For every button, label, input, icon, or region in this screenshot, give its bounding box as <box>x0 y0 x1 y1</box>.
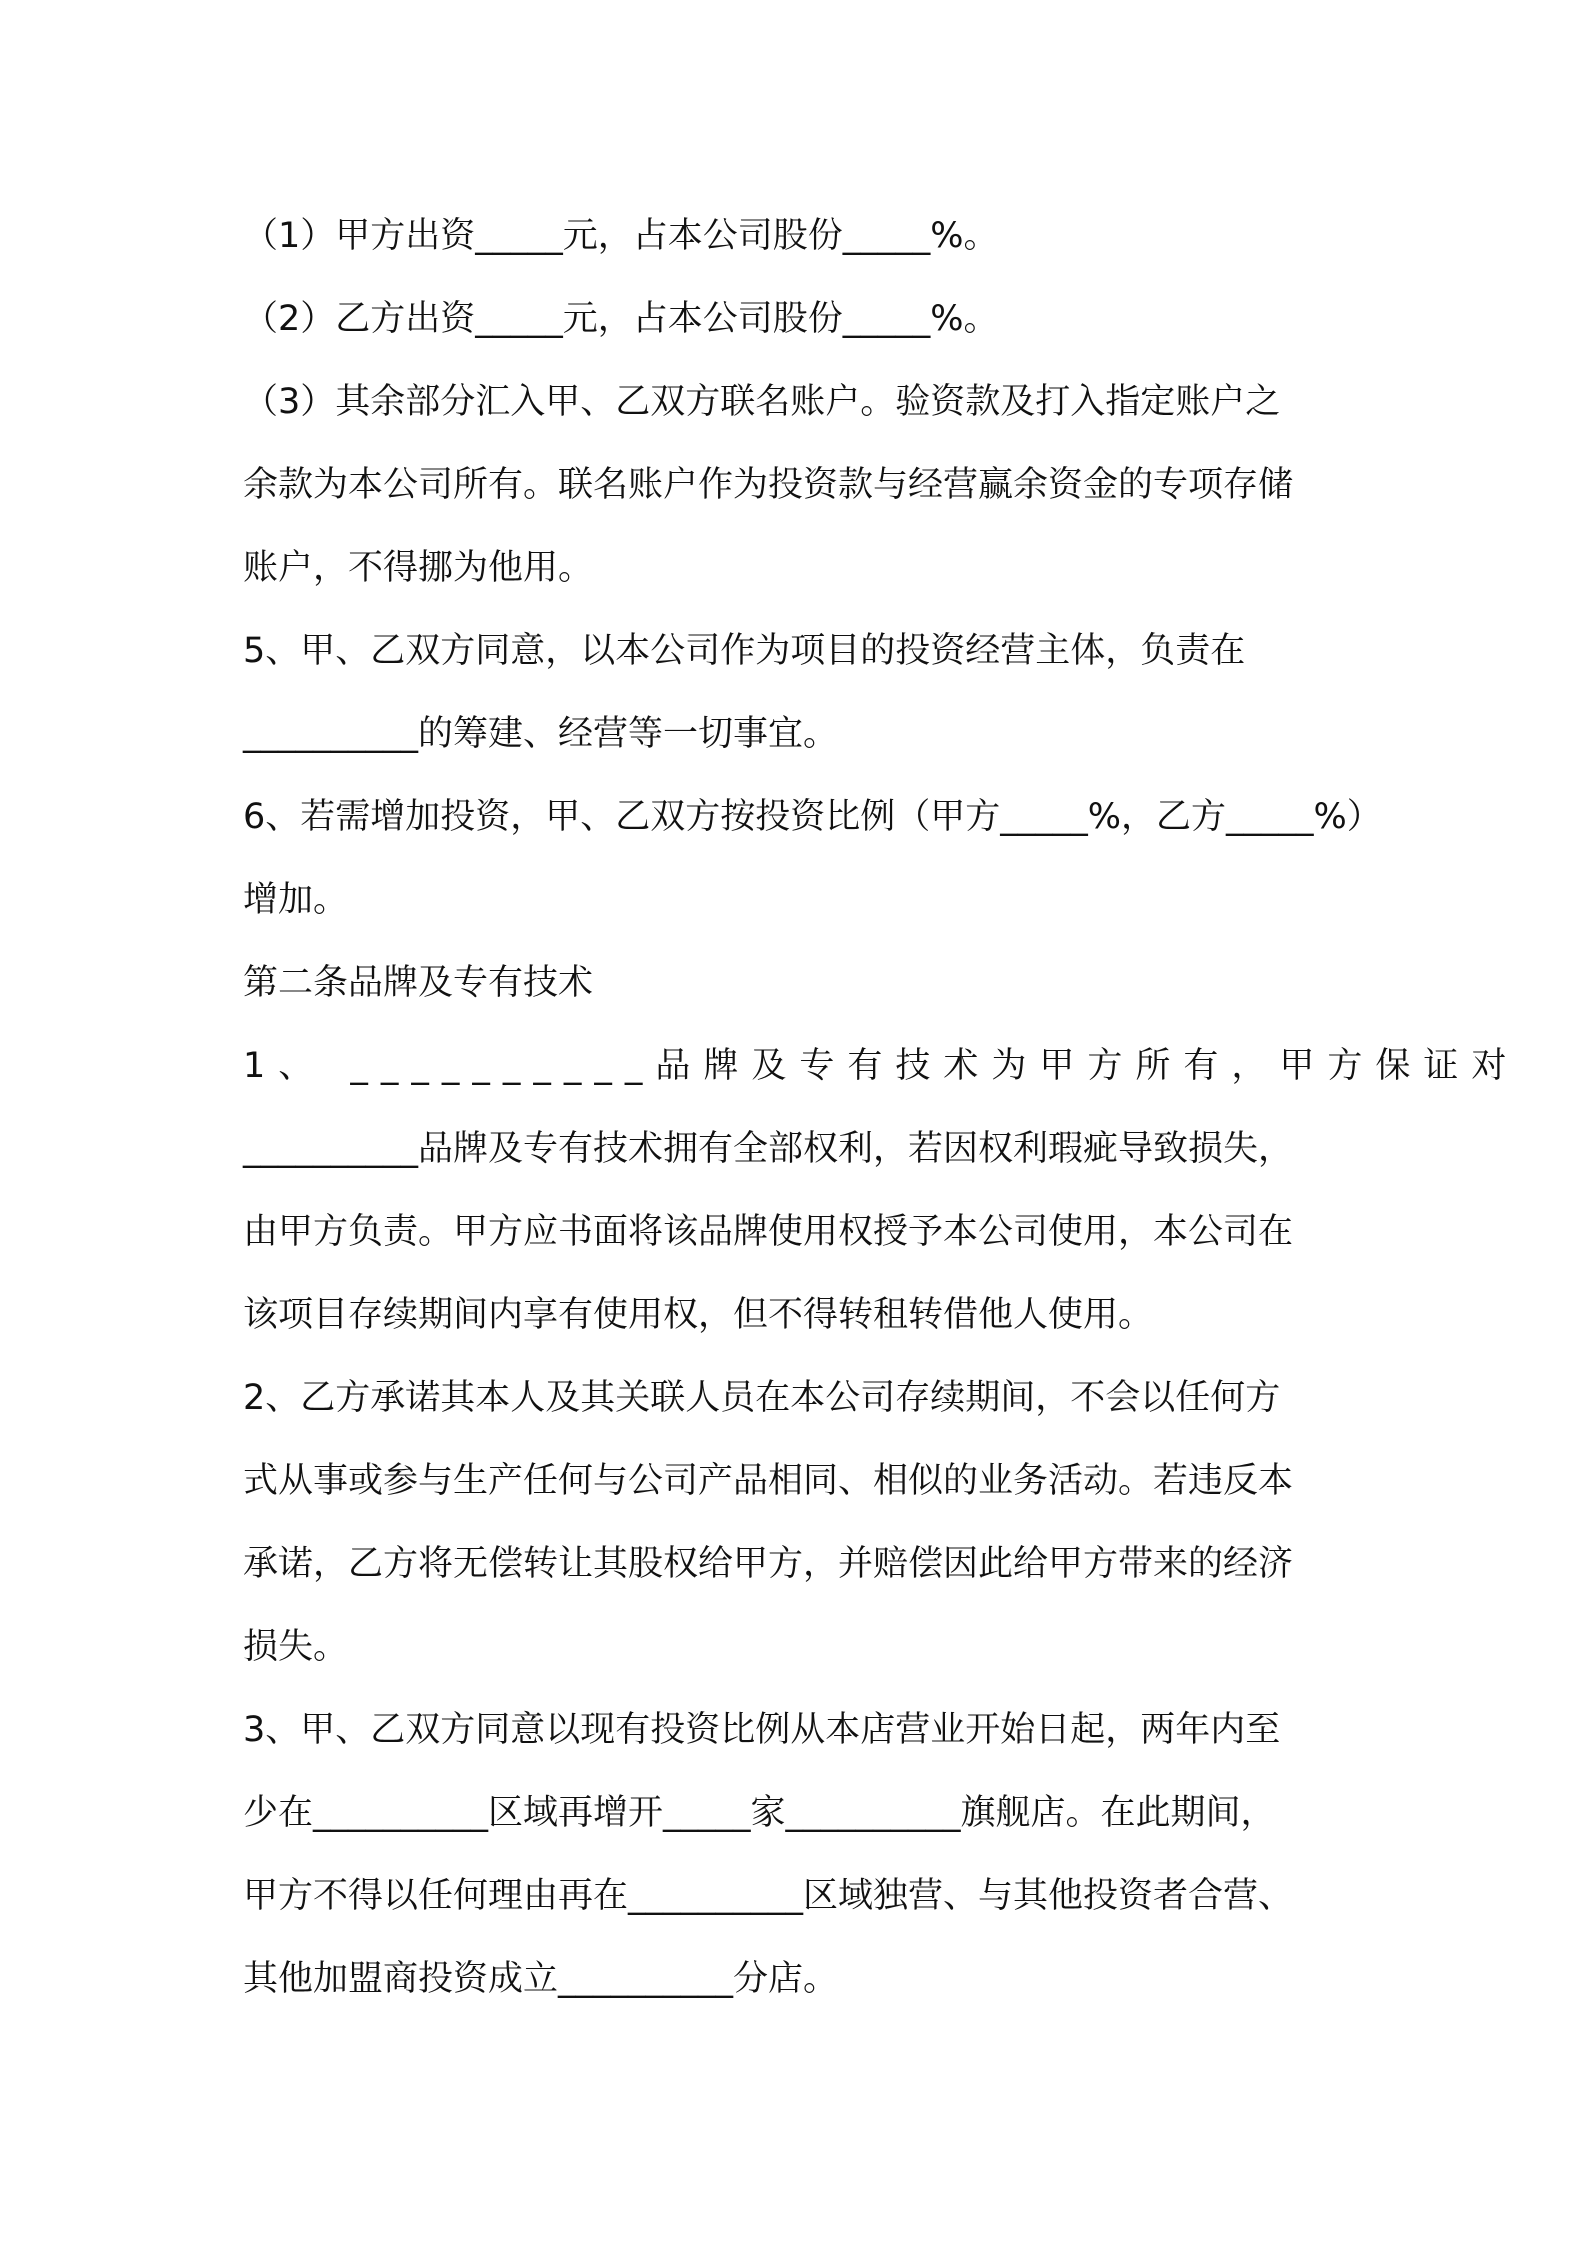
text-line: （1）甲方出资_____元，占本公司股份_____%。 <box>243 216 999 256</box>
contract-body <box>243 195 1520 2021</box>
text-line: 2、乙方承诺其本人及其关联人员在本公司存续期间，不会以任何方 <box>243 1378 1281 1418</box>
text-line: 甲方不得以任何理由再在__________区域独营、与其他投资者合营、 <box>243 1876 1294 1916</box>
text-line: 由甲方负责。甲方应书面将该品牌使用权授予本公司使用，本公司在 <box>243 1212 1294 1252</box>
text-line: 该项目存续期间内享有使用权，但不得转租转借他人使用。 <box>243 1295 1154 1335</box>
text-line: （2）乙方出资_____元，占本公司股份_____%。 <box>243 299 999 339</box>
text-line: __________品牌及专有技术拥有全部权利，若因权利瑕疵导致损失， <box>243 1129 1294 1169</box>
text-line: 损失。 <box>243 1627 349 1667</box>
text-line: 式从事或参与生产任何与公司产品相同、相似的业务活动。若违反本 <box>243 1461 1294 1501</box>
text-line: __________的筹建、经营等一切事宜。 <box>243 714 839 754</box>
text-line: 少在__________区域再增开_____家__________旗舰店。在此期间， <box>243 1793 1276 1833</box>
text-line: 余款为本公司所有。联名账户作为投资款与经营赢余资金的专项存储 <box>243 465 1294 505</box>
text-line: 其他加盟商投资成立__________分店。 <box>243 1959 839 1999</box>
section-heading: 第二条品牌及专有技术 <box>243 963 594 1003</box>
text-line: 5、甲、乙双方同意，以本公司作为项目的投资经营主体，负责在 <box>243 631 1246 671</box>
text-line: 1、 __________品牌及专有技术为甲方所有，甲方保证对 <box>243 1046 1520 1086</box>
text-line: 账户，不得挪为他用。 <box>243 548 594 588</box>
text-line: 承诺，乙方将无偿转让其股权给甲方，并赔偿因此给甲方带来的经济 <box>243 1544 1294 1584</box>
text-line: 增加。 <box>243 880 349 920</box>
text-line: 3、甲、乙双方同意以现有投资比例从本店营业开始日起，两年内至 <box>243 1710 1281 1750</box>
text-line: 6、若需增加投资，甲、乙双方按投资比例（甲方_____%，乙方_____%） <box>243 797 1382 837</box>
text-line: （3）其余部分汇入甲、乙双方联名账户。验资款及打入指定账户之 <box>243 382 1281 422</box>
